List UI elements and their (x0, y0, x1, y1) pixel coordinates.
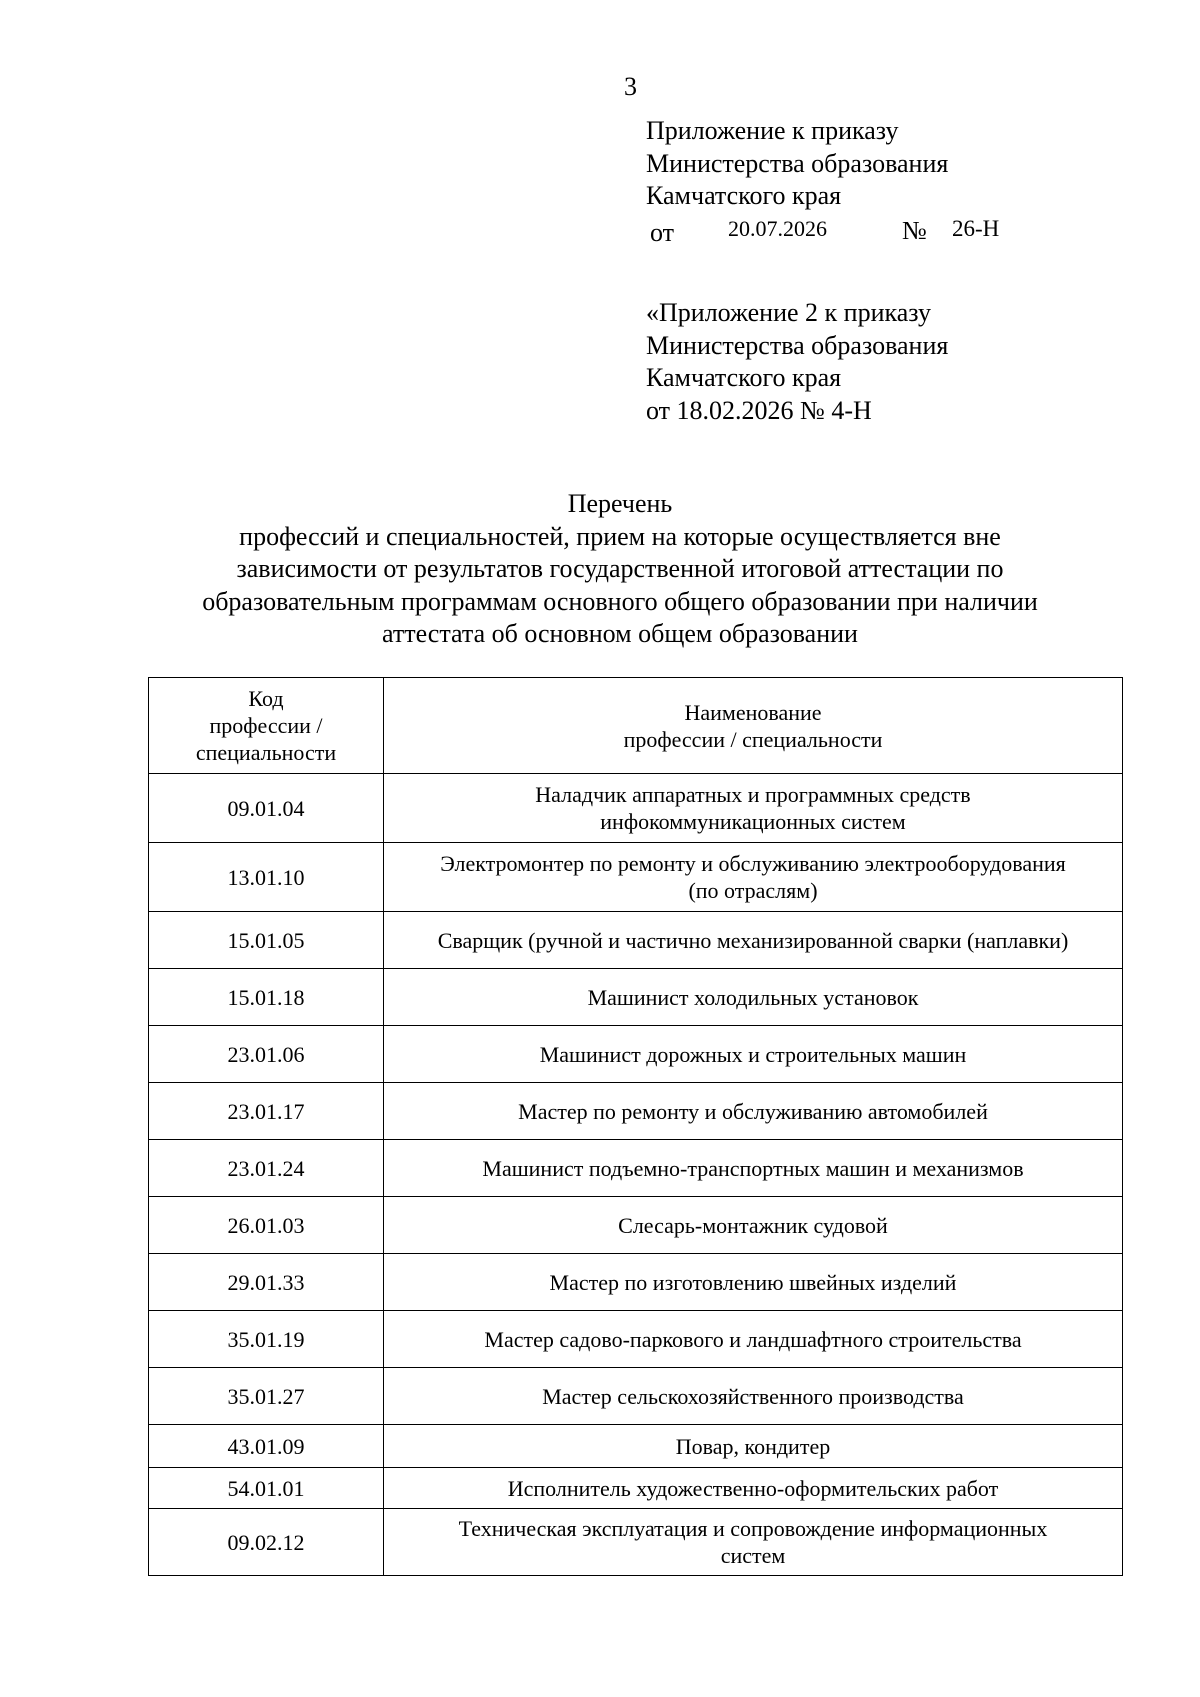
table-row (149, 912, 1123, 969)
order-number: 26-Н (952, 215, 1000, 241)
appendix-line: Министерства образования (646, 148, 949, 178)
profession-name: Электромонтер по ремонту и обслуживанию электрооборудования (по отраслям) (384, 843, 1123, 912)
table-row (149, 1197, 1123, 1254)
appendix-line: от 18.02.2026 № 4-Н (646, 395, 872, 425)
profession-name: Мастер садово-паркового и ландшафтного строительства (384, 1311, 1123, 1368)
profession-code: 35.01.27 (149, 1368, 384, 1425)
profession-code: 26.01.03 (149, 1197, 384, 1254)
appendix-line: Камчатского края (646, 363, 842, 392)
profession-name: Мастер сельскохозяйственного производства (384, 1368, 1123, 1425)
profession-code: 15.01.05 (149, 912, 384, 969)
profession-name: Повар, кондитер (384, 1425, 1123, 1468)
title-line: аттестата об основном общем образовании (382, 619, 858, 648)
profession-code: 54.01.01 (149, 1468, 384, 1509)
table-row (149, 969, 1123, 1026)
appendix-header-current (646, 115, 1000, 247)
appendix-line: «Приложение 2 к приказу (646, 298, 932, 327)
profession-name: Слесарь-монтажник судовой (384, 1197, 1123, 1254)
header-name: Наименование профессии / специальности (384, 678, 1123, 774)
table-row (149, 1083, 1123, 1140)
document-title (130, 488, 1110, 651)
profession-code: 13.01.10 (149, 843, 384, 912)
profession-name: Мастер по ремонту и обслуживанию автомобилей (384, 1083, 1123, 1140)
profession-code: 35.01.19 (149, 1311, 384, 1368)
number-sign: № (902, 215, 927, 245)
table-header-row (149, 678, 1123, 774)
table-row (149, 1368, 1123, 1425)
profession-name: Исполнитель художественно-оформительских работ (384, 1468, 1123, 1509)
appendix-line: Приложение к приказу (646, 116, 899, 145)
profession-code: 09.02.12 (149, 1509, 384, 1576)
order-date-number (646, 213, 1000, 247)
order-date: 20.07.2026 (728, 215, 827, 241)
title-line: профессий и специальностей, прием на которые осуществляется вне (239, 521, 1001, 551)
profession-code: 29.01.33 (149, 1254, 384, 1311)
appendix-line: Камчатского края (646, 181, 842, 210)
title-line: образовательным программам основного общего образовании при наличии (202, 586, 1038, 616)
profession-code: 23.01.24 (149, 1140, 384, 1197)
profession-code: 09.01.04 (149, 774, 384, 843)
page-number: 3 (624, 72, 637, 101)
profession-name: Техническая эксплуатация и сопровождение информационных систем (384, 1509, 1123, 1576)
professions-table (148, 677, 1123, 1576)
profession-code: 23.01.17 (149, 1083, 384, 1140)
table-row (149, 774, 1123, 843)
table-row (149, 1425, 1123, 1468)
table-row (149, 1509, 1123, 1576)
table-row (149, 843, 1123, 912)
profession-name: Сварщик (ручной и частично механизированной сварки (наплавки) (384, 912, 1123, 969)
profession-name: Мастер по изготовлению швейных изделий (384, 1254, 1123, 1311)
profession-name: Наладчик аппаратных и программных средств инфокоммуникационных систем (384, 774, 1123, 843)
table-row (149, 1026, 1123, 1083)
profession-name: Машинист дорожных и строительных машин (384, 1026, 1123, 1083)
profession-name: Машинист холодильных установок (384, 969, 1123, 1026)
appendix-header-original (646, 297, 948, 427)
appendix-line: Министерства образования (646, 330, 949, 360)
table-row (149, 1140, 1123, 1197)
profession-code: 43.01.09 (149, 1425, 384, 1468)
table-row (149, 1468, 1123, 1509)
title-line: зависимости от результатов государственной итоговой аттестации по (236, 554, 1004, 583)
title-heading: Перечень (567, 489, 673, 518)
table-row (149, 1311, 1123, 1368)
profession-code: 15.01.18 (149, 969, 384, 1026)
from-label: от (650, 217, 675, 247)
header-code: Код профессии / специальности (149, 678, 384, 774)
profession-code: 23.01.06 (149, 1026, 384, 1083)
profession-name: Машинист подъемно-транспортных машин и механизмов (384, 1140, 1123, 1197)
table-row (149, 1254, 1123, 1311)
